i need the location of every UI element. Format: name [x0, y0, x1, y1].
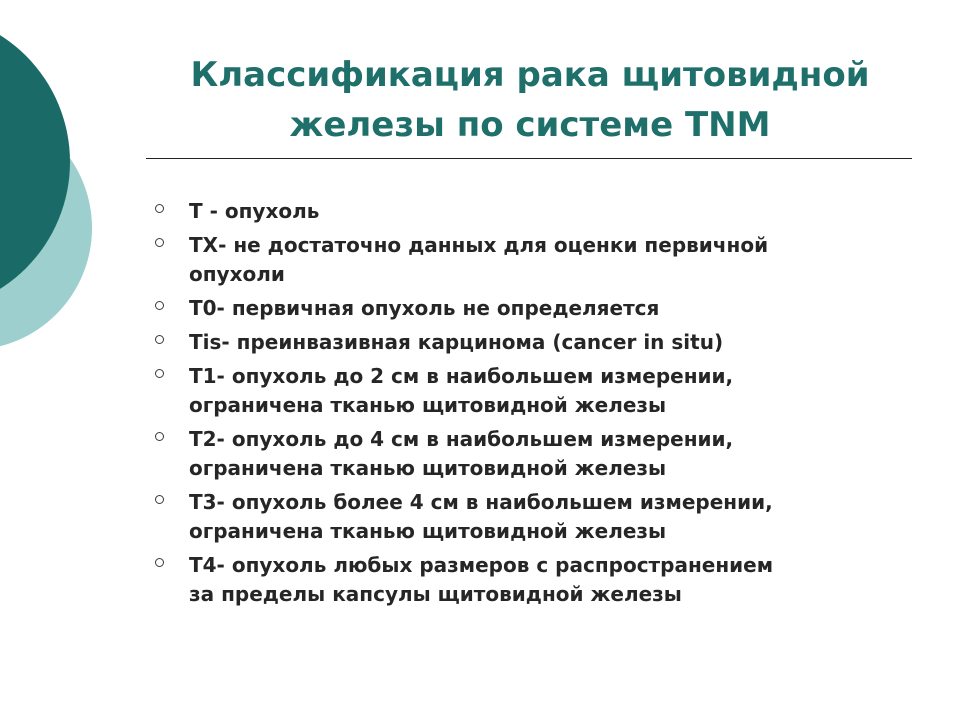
list-item-text: Т3- опухоль более 4 см в наибольшем измерении, — [189, 490, 773, 514]
list-item-text: ограничена тканью щитовидной железы — [189, 519, 667, 543]
list-item — [150, 488, 940, 546]
list-item — [150, 425, 940, 483]
list-item-text: опухоли — [189, 262, 285, 286]
list-item-text: ограничена тканью щитовидной железы — [189, 393, 667, 417]
list-item — [150, 294, 940, 323]
list-item-text: Т4- опухоль любых размеров с распространением — [189, 553, 774, 577]
slide-title-line-1: Классификация рака щитовидной — [190, 55, 870, 95]
list-item-text: ограничена тканью щитовидной железы — [189, 456, 667, 480]
slide-title-line-2: железы по системе TNM — [289, 105, 771, 145]
hollow-circle-icon — [155, 369, 164, 378]
list-item-text: Т0- первичная опухоль не определяется — [189, 296, 660, 320]
list-item — [150, 362, 940, 420]
slide-title — [140, 50, 920, 150]
list-item — [150, 197, 940, 226]
hollow-circle-icon — [155, 495, 164, 504]
hollow-circle-icon — [155, 204, 164, 213]
list-item-text: за пределы капсулы щитовидной железы — [189, 582, 682, 606]
list-item — [150, 328, 940, 357]
list-item-text: Т1- опухоль до 2 см в наибольшем измерении, — [189, 364, 734, 388]
tnm-list — [150, 197, 940, 614]
hollow-circle-icon — [155, 558, 164, 567]
hollow-circle-icon — [155, 301, 164, 310]
list-item — [150, 231, 940, 289]
title-divider — [146, 158, 912, 159]
hollow-circle-icon — [155, 335, 164, 344]
decorative-circles — [0, 0, 140, 420]
list-item-text: Т2- опухоль до 4 см в наибольшем измерении, — [189, 427, 734, 451]
list-item-text: Tis- преинвазивная карцинома (cancer in situ) — [189, 330, 724, 354]
list-item-text: ТХ- не достаточно данных для оценки первичной — [189, 233, 769, 257]
list-item — [150, 551, 940, 609]
list-item-text: Т - опухоль — [189, 199, 320, 223]
hollow-circle-icon — [155, 238, 164, 247]
hollow-circle-icon — [155, 432, 164, 441]
